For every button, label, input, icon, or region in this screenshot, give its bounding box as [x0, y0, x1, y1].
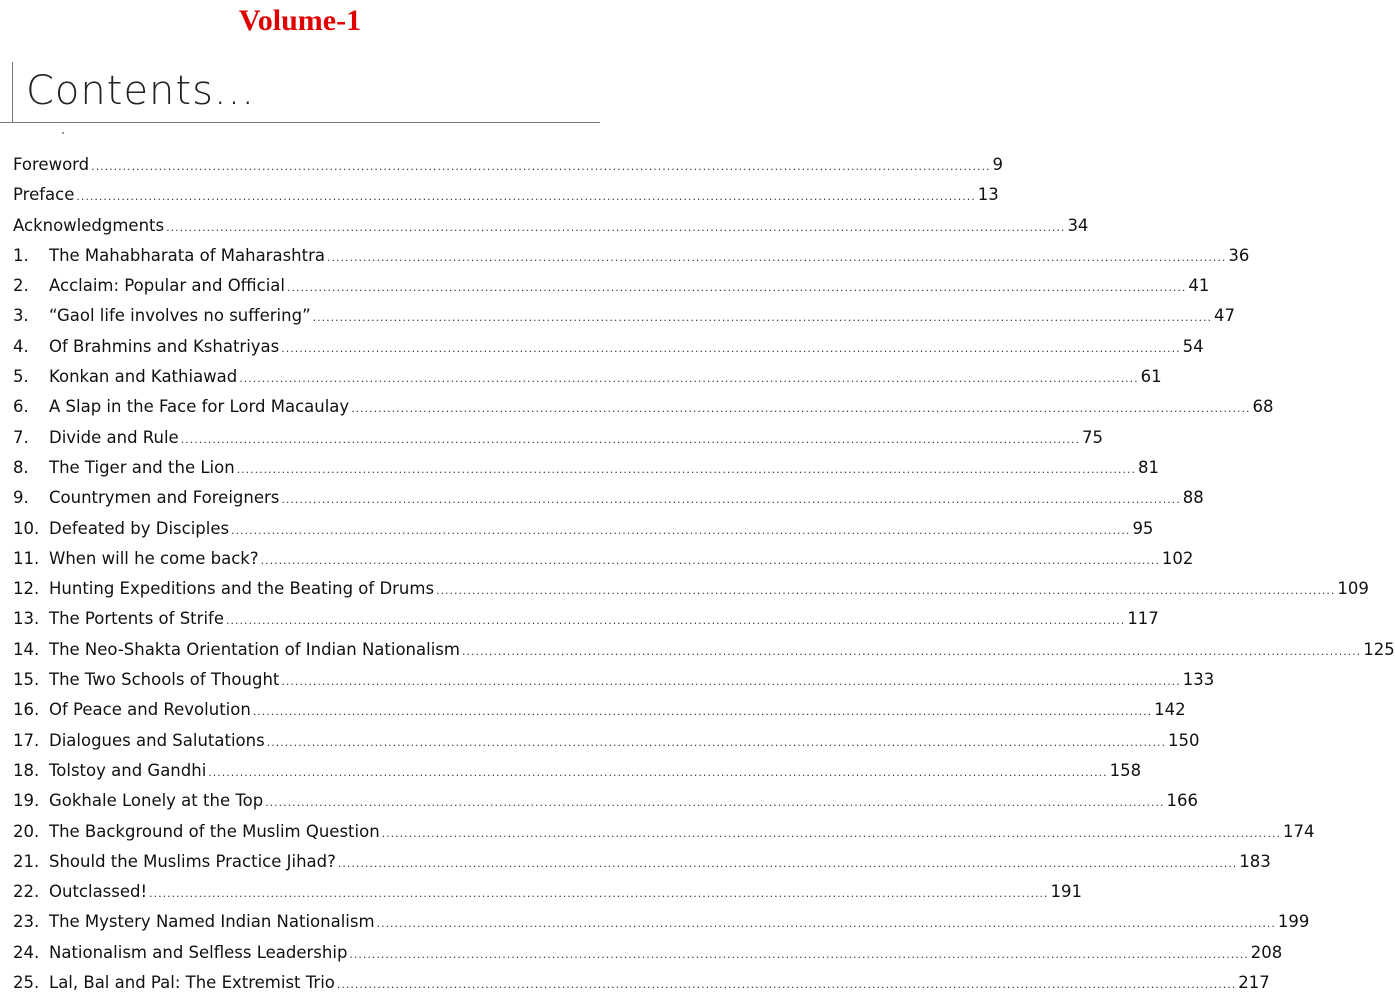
toc-entry — [13, 301, 1235, 331]
toc-entry-title: Acclaim: Popular and Official — [49, 276, 285, 296]
toc-entry-page-number: 88 — [1182, 488, 1204, 508]
toc-entry — [13, 907, 1310, 937]
toc-entry-page-number: 125 — [1363, 639, 1395, 659]
toc-entry-page-number: 183 — [1239, 851, 1271, 871]
dot-leader: ........................................................................................................................................................................................................ — [312, 311, 1212, 325]
toc-entry-title: Gokhale Lonely at the Top — [49, 791, 264, 811]
dot-leader: ........................................................................................................................................................................................................ — [376, 917, 1276, 931]
toc-entry — [13, 877, 1082, 907]
dot-leader: ........................................................................................................................................................................................................ — [260, 553, 1160, 567]
toc-entry-number: 12. — [13, 579, 40, 599]
dot-leader: ........................................................................................................................................................................................................ — [180, 432, 1081, 446]
toc-entry — [13, 150, 1003, 180]
toc-entry-page-number: 191 — [1050, 882, 1082, 902]
dot-leader: ........................................................................................................................................................................................................ — [281, 341, 1181, 355]
dot-leader: ........................................................................................................................................................................................................ — [225, 614, 1126, 628]
toc-entry-title: A Slap in the Face for Lord Macaulay — [49, 397, 350, 417]
toc-entry — [13, 635, 1395, 665]
toc-entry-number: 21. — [13, 851, 40, 871]
dot-leader: ........................................................................................................................................................................................................ — [287, 281, 1187, 295]
dot-leader: ........................................................................................................................................................................................................ — [76, 190, 976, 204]
toc-entry — [13, 726, 1200, 756]
toc-entry-title: Tolstoy and Gandhi — [49, 760, 207, 780]
toc-entry — [13, 514, 1154, 544]
toc-entry-title: Foreword — [13, 155, 90, 174]
toc-entry-title: The Tiger and the Lion — [49, 457, 235, 477]
toc-entry-title: Should the Muslims Practice Jihad? — [49, 851, 336, 871]
toc-entry-number: 15. — [13, 670, 40, 690]
toc-entry-title: Outclassed! — [49, 882, 148, 902]
contents-heading-block — [0, 62, 600, 124]
toc-entry-page-number: 75 — [1082, 427, 1104, 447]
toc-entry-number: 14. — [13, 639, 40, 659]
toc-entry-page-number: 166 — [1166, 791, 1199, 811]
toc-entry — [13, 695, 1186, 725]
heading-horizontal-rule — [0, 122, 600, 123]
toc-entry — [13, 756, 1142, 786]
toc-entry — [13, 392, 1274, 422]
dot-leader: ........................................................................................................................................................................................................ — [436, 584, 1336, 598]
toc-entry — [13, 847, 1271, 877]
dot-leader: ........................................................................................................................................................................................................ — [231, 523, 1131, 537]
toc-entry-title: Nationalism and Selfless Leadership — [49, 942, 348, 962]
toc-entry-page-number: 109 — [1337, 579, 1369, 599]
toc-entry-page-number: 95 — [1132, 518, 1154, 538]
dot-leader: ........................................................................................................................................................................................................ — [336, 978, 1237, 992]
toc-entry-number: 22. — [13, 882, 40, 902]
dot-leader: ........................................................................................................................................................................................................ — [236, 462, 1137, 476]
dot-leader: ........................................................................................................................................................................................................ — [281, 493, 1181, 507]
toc-entry — [13, 180, 999, 210]
toc-entry-title: Of Brahmins and Kshatriyas — [49, 336, 280, 356]
toc-entry-number: 8. — [13, 457, 29, 477]
toc-entry-number: 2. — [13, 276, 29, 296]
toc-entry-page-number: 47 — [1213, 306, 1235, 326]
toc-entry-number: 16. — [13, 700, 40, 720]
toc-entry-number: 24. — [13, 942, 40, 962]
speck-mark — [62, 132, 64, 134]
toc-entry-page-number: 158 — [1109, 760, 1142, 780]
toc-entry-number: 10. — [13, 518, 40, 538]
toc-entry — [13, 362, 1162, 392]
toc-entry — [13, 786, 1199, 816]
toc-entry — [13, 211, 1089, 241]
toc-entry-page-number: 102 — [1161, 548, 1194, 568]
toc-entry-title: Lal, Bal and Pal: The Extremist Trio — [49, 973, 335, 993]
toc-entry-title: When will he come back? — [49, 548, 259, 568]
dot-leader: ........................................................................................................................................................................................................ — [461, 644, 1362, 658]
toc-entry-title: Acknowledgments — [13, 215, 165, 235]
dot-leader: ........................................................................................................................................................................................................ — [239, 372, 1139, 386]
dot-leader: ........................................................................................................................................................................................................ — [337, 856, 1238, 870]
toc-entry-title: The Mystery Named Indian Nationalism — [49, 912, 375, 932]
toc-entry-title: “Gaol life involves no suffering” — [49, 306, 311, 326]
toc-entry-page-number: 54 — [1182, 336, 1204, 356]
dot-leader: ........................................................................................................................................................................................................ — [349, 947, 1249, 961]
toc-entry — [13, 968, 1270, 998]
toc-entry-number: 23. — [13, 912, 40, 932]
toc-entry-number: 18. — [13, 760, 40, 780]
toc-entry-number: 17. — [13, 730, 40, 750]
toc-entry-title: Preface — [13, 185, 75, 205]
toc-entry — [13, 817, 1315, 847]
toc-entry-number: 9. — [13, 488, 29, 508]
volume-title: Volume-1 — [238, 4, 362, 37]
dot-leader: ........................................................................................................................................................................................................ — [149, 887, 1049, 901]
toc-entry-title: Hunting Expeditions and the Beating of Drums — [49, 579, 435, 599]
toc-entry-number: 1. — [13, 245, 29, 265]
toc-entry-number: 4. — [13, 336, 29, 356]
dot-leader: ........................................................................................................................................................................................................ — [208, 765, 1108, 779]
toc-entry-title: Countrymen and Foreigners — [49, 488, 280, 508]
toc-entry — [13, 938, 1283, 968]
toc-entry-title: Divide and Rule — [49, 427, 179, 447]
toc-entry — [13, 483, 1204, 513]
toc-entry-page-number: 81 — [1138, 457, 1160, 477]
toc-entry-page-number: 142 — [1154, 700, 1186, 720]
toc-entry-title: The Two Schools of Thought — [49, 670, 280, 690]
toc-entry-number: 5. — [13, 367, 29, 387]
table-of-contents — [13, 150, 1395, 998]
toc-entry-page-number: 150 — [1168, 730, 1200, 750]
toc-entry-number: 7. — [13, 427, 29, 447]
dot-leader: ........................................................................................................................................................................................................ — [281, 675, 1181, 689]
toc-entry-page-number: 41 — [1188, 276, 1210, 296]
dot-leader: ........................................................................................................................................................................................................ — [252, 705, 1153, 719]
toc-entry-page-number: 217 — [1238, 973, 1270, 993]
toc-entry-number: 20. — [13, 821, 40, 841]
toc-entry-title: Dialogues and Salutations — [49, 730, 265, 750]
toc-entry-number: 6. — [13, 397, 29, 417]
toc-entry — [13, 332, 1204, 362]
toc-entry — [13, 544, 1194, 574]
toc-entry-page-number: 9 — [992, 155, 1003, 174]
toc-entry-number: 19. — [13, 791, 40, 811]
toc-entry-title: Defeated by Disciples — [49, 518, 230, 538]
toc-entry — [13, 271, 1210, 301]
toc-entry-page-number: 36 — [1228, 245, 1250, 265]
toc-entry-title: The Portents of Strife — [49, 609, 224, 629]
toc-entry-title: The Background of the Muslim Question — [49, 821, 380, 841]
toc-entry — [13, 574, 1369, 604]
toc-entry-page-number: 117 — [1127, 609, 1159, 629]
dot-leader: ........................................................................................................................................................................................................ — [265, 796, 1165, 810]
toc-entry — [13, 604, 1159, 634]
toc-entry-page-number: 13 — [977, 185, 999, 205]
toc-entry-page-number: 199 — [1277, 912, 1310, 932]
dot-leader: ........................................................................................................................................................................................................ — [381, 826, 1281, 840]
dot-leader: ........................................................................................................................................................................................................ — [351, 402, 1251, 416]
contents-heading: Contents... — [26, 68, 256, 114]
toc-entry — [13, 453, 1160, 483]
toc-entry-title: The Neo-Shakta Orientation of Indian Nationalism — [49, 639, 460, 659]
toc-entry-page-number: 34 — [1067, 215, 1089, 235]
toc-entry — [13, 241, 1250, 271]
dot-leader: ........................................................................................................................................................................................................ — [266, 735, 1167, 749]
toc-entry-title: Konkan and Kathiawad — [49, 367, 238, 387]
dot-leader: ........................................................................................................................................................................................................ — [91, 160, 991, 173]
toc-entry — [13, 423, 1104, 453]
dot-leader: ........................................................................................................................................................................................................ — [327, 250, 1227, 264]
toc-entry-page-number: 133 — [1182, 670, 1215, 690]
toc-entry-page-number: 61 — [1140, 367, 1162, 387]
toc-entry-page-number: 68 — [1252, 397, 1274, 417]
toc-entry-page-number: 174 — [1283, 821, 1315, 841]
toc-entry-number: 11. — [13, 548, 40, 568]
dot-leader: ........................................................................................................................................................................................................ — [166, 220, 1066, 234]
toc-entry — [13, 665, 1215, 695]
toc-entry-number: 3. — [13, 306, 29, 326]
heading-vertical-rule — [12, 62, 13, 122]
toc-entry-number: 13. — [13, 609, 40, 629]
toc-entry-title: The Mahabharata of Maharashtra — [49, 245, 325, 265]
toc-entry-title: Of Peace and Revolution — [49, 700, 251, 720]
toc-entry-number: 25. — [13, 973, 40, 993]
toc-entry-page-number: 208 — [1250, 942, 1283, 962]
